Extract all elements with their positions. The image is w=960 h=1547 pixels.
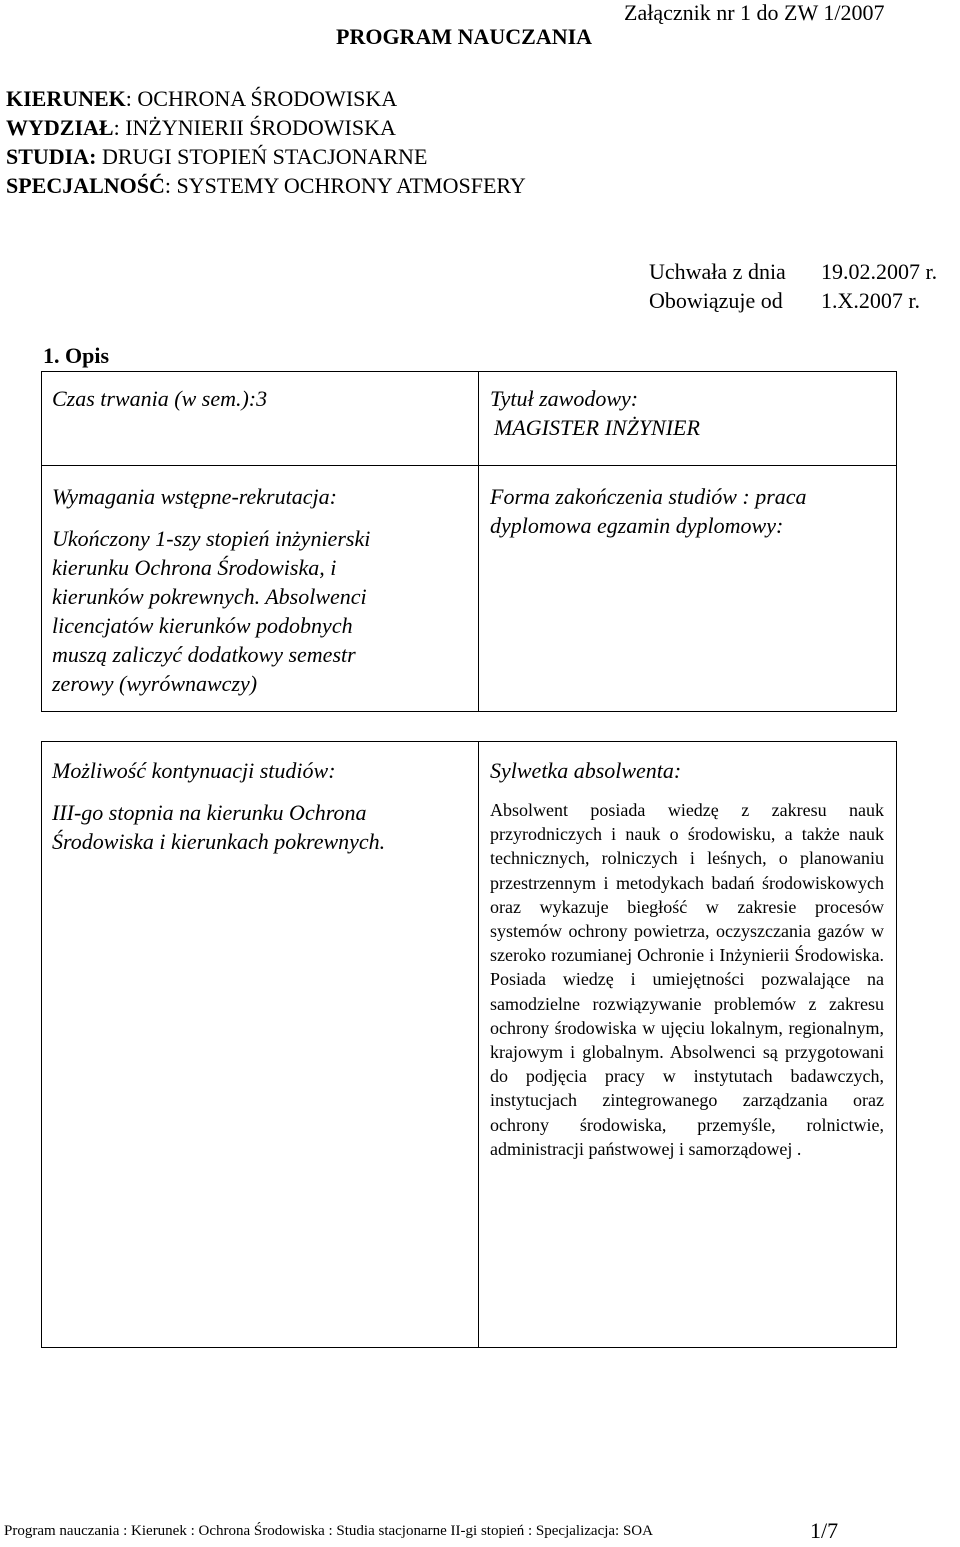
row-divider-left	[41, 465, 479, 466]
requirements-line: Ukończony 1-szy stopień inżynierski	[52, 526, 371, 551]
annex-reference: Załącznik nr 1 do ZW 1/2007	[624, 0, 885, 25]
specjalnosc-label: SPECJALNOŚĆ	[6, 173, 165, 198]
continuation-text	[52, 798, 472, 856]
requirements-line: muszą zaliczyć dodatkowy semestr	[52, 642, 356, 667]
completion-line: Forma zakończenia studiów : praca	[490, 484, 807, 509]
program-meta	[6, 84, 526, 200]
kierunek-line	[6, 84, 526, 113]
studia-value: DRUGI STOPIEŃ STACJONARNE	[96, 144, 428, 169]
kierunek-value: : OCHRONA ŚRODOWISKA	[125, 86, 398, 111]
uchwala-date: 19.02.2007 r.	[821, 259, 938, 284]
requirements-line: zerowy (wyrównawczy)	[52, 671, 258, 696]
requirements-heading: Wymagania wstępne-rekrutacja:	[52, 484, 337, 509]
continuation-heading: Możliwość kontynuacji studiów:	[52, 758, 336, 783]
wydzial-label: WYDZIAŁ	[6, 115, 114, 140]
duration-text: Czas trwania (w sem.):3	[52, 386, 268, 411]
wydzial-line	[6, 113, 526, 142]
specjalnosc-line	[6, 171, 526, 200]
uchwala-label: Uchwała z dnia	[649, 259, 786, 284]
section-title: 1. Opis	[43, 343, 110, 368]
footer-text: Program nauczania : Kierunek : Ochrona Środowiska : Studia stacjonarne II-gi stopień : Specjalizacja: SOA	[4, 1523, 653, 1539]
requirements-line: licencjatów kierunków podobnych	[52, 613, 353, 638]
specjalnosc-value: : SYSTEMY OCHRONY ATMOSFERY	[164, 173, 526, 198]
requirements-line: kierunku Ochrona Środowiska, i	[52, 555, 337, 580]
continuation-line: Środowiska i kierunkach pokrewnych.	[52, 829, 386, 854]
title-label: Tytuł zawodowy:	[490, 386, 639, 411]
resolution-info	[649, 257, 937, 315]
continuation-line: III-go stopnia na kierunku Ochrona	[52, 800, 367, 825]
row-divider-right	[478, 465, 897, 466]
kierunek-label: KIERUNEK	[6, 86, 126, 111]
obowiazuje-label: Obowiązuje od	[649, 288, 783, 313]
requirements-line: kierunków pokrewnych. Absolwenci	[52, 584, 367, 609]
program-title: PROGRAM NAUCZANIA	[336, 24, 593, 49]
title-value: MAGISTER INŻYNIER	[494, 415, 700, 440]
graduate-profile-text: Absolwent posiada wiedzę z zakresu nauk przyrodniczych i nauk o środowisku, a także nauk technicznych, rolniczych i leśnych, o planowaniu przestrzennym i metodykach badań środowiskowych oraz wykazuje biegłość w zakresie procesów systemów ochrony powietrza, oczyszczania gazów w szeroko rozumianej Ochronie i Inżynierii Środowiska. Posiada wiedzę i umiejętności pozwalające na samodzielne rozwiązywanie problemów z zakresu ochrony środowiska w ujęciu lokalnym, regionalnym, krajowym i globalnym. Absolwenci są przygotowani do podjęcia pracy w instytutach badawczych, instytucjach zintegrowanego zarządzania oraz ochrony środowiska, przemyśle, rolnictwie, administracji państwowej i samorządowej .	[490, 800, 884, 1159]
studia-line	[6, 142, 526, 171]
studia-label: STUDIA:	[6, 144, 97, 169]
completion-line: dyplomowa egzamin dyplomowy:	[490, 513, 784, 538]
page-number: 1/7	[810, 1518, 839, 1543]
graduate-profile-heading: Sylwetka absolwenta:	[490, 758, 682, 783]
wydzial-value: : INŻYNIERII ŚRODOWISKA	[113, 115, 396, 140]
obowiazuje-date: 1.X.2007 r.	[821, 288, 920, 313]
completion-form	[490, 482, 890, 540]
requirements-text	[52, 524, 472, 698]
